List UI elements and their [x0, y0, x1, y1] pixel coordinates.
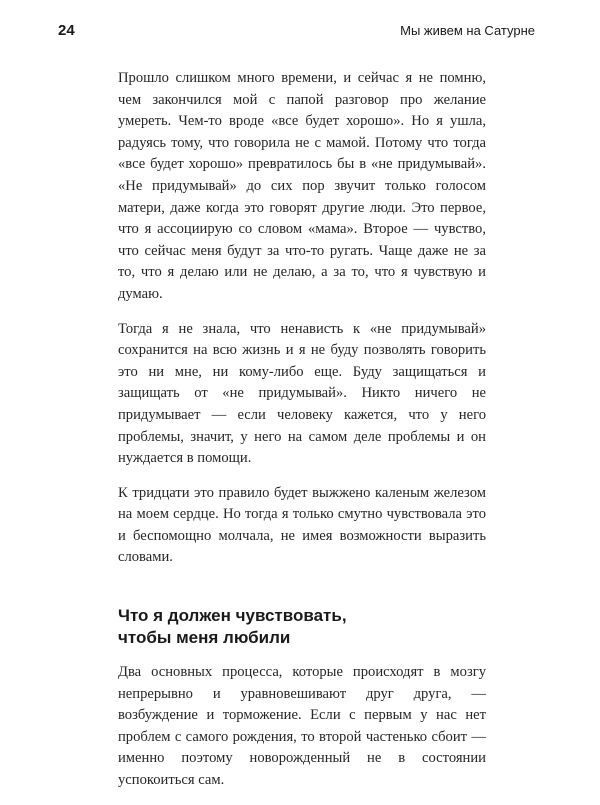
section-heading-line-2: чтобы меня любили [118, 628, 291, 648]
body-paragraph: К тридцати это правило будет выжжено каленым железом на моем сердце. Но тогда я только смутно чувствовала это и беспомощно молчала, не имея возможности выразить словами. [118, 484, 486, 566]
running-title: Мы живем на Сатурне [400, 23, 535, 38]
section-heading [118, 605, 486, 649]
body-paragraph: Тогда я не знала, что ненависть к «не придумывай» сохранится на всю жизнь и я не буду позволять говорить это ни мне, ни кому-либо еще. Буду защищаться и защищать от «не придумывай». Никто ничего не придумывает — если человеку кажется, что у него проблемы, значит, у него на самом деле проблемы и он нуждается в помощи. [118, 320, 486, 467]
body-paragraph: Прошло слишком много времени, и сейчас я не помню, чем закончился мой с папой разговор про желание умереть. Чем-то вроде «все будет хорошо». Но я ушла, радуясь тому, что говорила не с мамой. Потому что тогда «все будет хорошо» превратилось бы в «не придумывай». «Не придумывай» до сих пор звучит только голосом матери, даже когда это говорят другие люди. Это первое, что я ассоциирую со словом «мама». Второе — чувство, что сейчас меня будут за что-то ругать. Чаще даже не за то, что я делаю или не делаю, а за то, что я чувствую и думаю. [118, 70, 486, 302]
section-paragraph: Два основных процесса, которые происходят в мозгу непрерывно и уравновешивают друг друга, — возбуждение и торможение. Если с первым у нас нет проблем с самого рождения, то второй частенько сбоит — именно поэтому новорожденный не в состоянии успокоиться сам. [118, 664, 486, 789]
page-number: 24 [58, 22, 75, 39]
section-heading-line-1: Что я должен чувствовать, [118, 606, 347, 626]
page-body [118, 68, 486, 805]
page-header [58, 22, 535, 46]
